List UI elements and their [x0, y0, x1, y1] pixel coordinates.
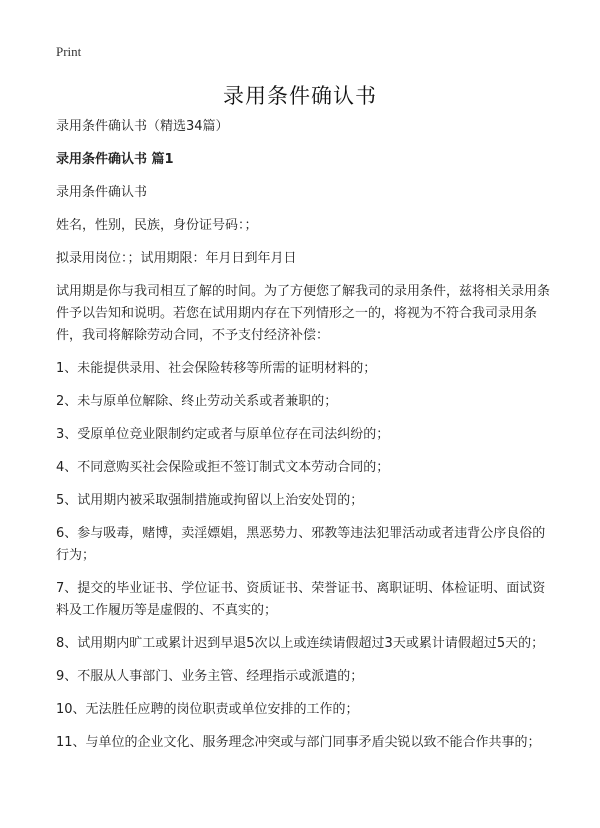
- document-body: [56, 116, 556, 765]
- list-item: 6、参与吸毒，赌博，卖淫嫖娼，黑恶势力、邪教等违法犯罪活动或者违背公序良俗的行为；: [56, 526, 546, 563]
- paragraph: 试用期是你与我司相互了解的时间。为了方便您了解我司的录用条件，兹将相关录用条件予以告知和说明。若您在试用期内存在下列情形之一的，将视为不符合我司录用条件，我司将解除劳动合同，不予支付经济补偿：: [56, 284, 551, 343]
- list-item: 4、不同意购买社会保险或拒不签订制式文本劳动合同的；: [56, 460, 390, 475]
- paragraph: 姓名，性别，民族，身份证号码：；: [56, 218, 258, 233]
- list-item: 10、无法胜任应聘的岗位职责或单位安排的工作的；: [56, 702, 359, 717]
- list-item: 8、试用期内旷工或累计迟到早退5次以上或连续请假超过3天或累计请假超过5天的；: [56, 636, 545, 651]
- document-title: 录用条件确认书: [223, 84, 377, 108]
- list-item: 2、未与原单位解除、终止劳动关系或者兼职的；: [56, 394, 338, 409]
- section-heading: 录用条件确认书 篇1: [56, 152, 174, 167]
- list-item: 1、未能提供录用、社会保险转移等所需的证明材料的；: [56, 361, 377, 376]
- print-link[interactable]: Print: [56, 44, 82, 59]
- list-item: 5、试用期内被采取强制措施或拘留以上治安处罚的；: [56, 493, 364, 508]
- paragraph: 拟录用岗位：；试用期限：年月日到年月日: [56, 251, 297, 266]
- list-item: 9、不服从人事部门、业务主管、经理指示或派遣的；: [56, 669, 364, 684]
- list-item: 11、与单位的企业文化、服务理念冲突或与部门同事矛盾尖锐以致不能合作共事的；: [56, 735, 541, 750]
- list-item: 3、受原单位竞业限制约定或者与原单位存在司法纠纷的；: [56, 427, 390, 442]
- paragraph: 录用条件确认书: [56, 185, 148, 200]
- list-item: 7、提交的毕业证书、学位证书、资质证书、荣誉证书、离职证明、体检证明、面试资料及工作履历等是虚假的、不真实的；: [56, 581, 546, 618]
- document-subtitle: 录用条件确认书（精选34篇）: [56, 119, 229, 134]
